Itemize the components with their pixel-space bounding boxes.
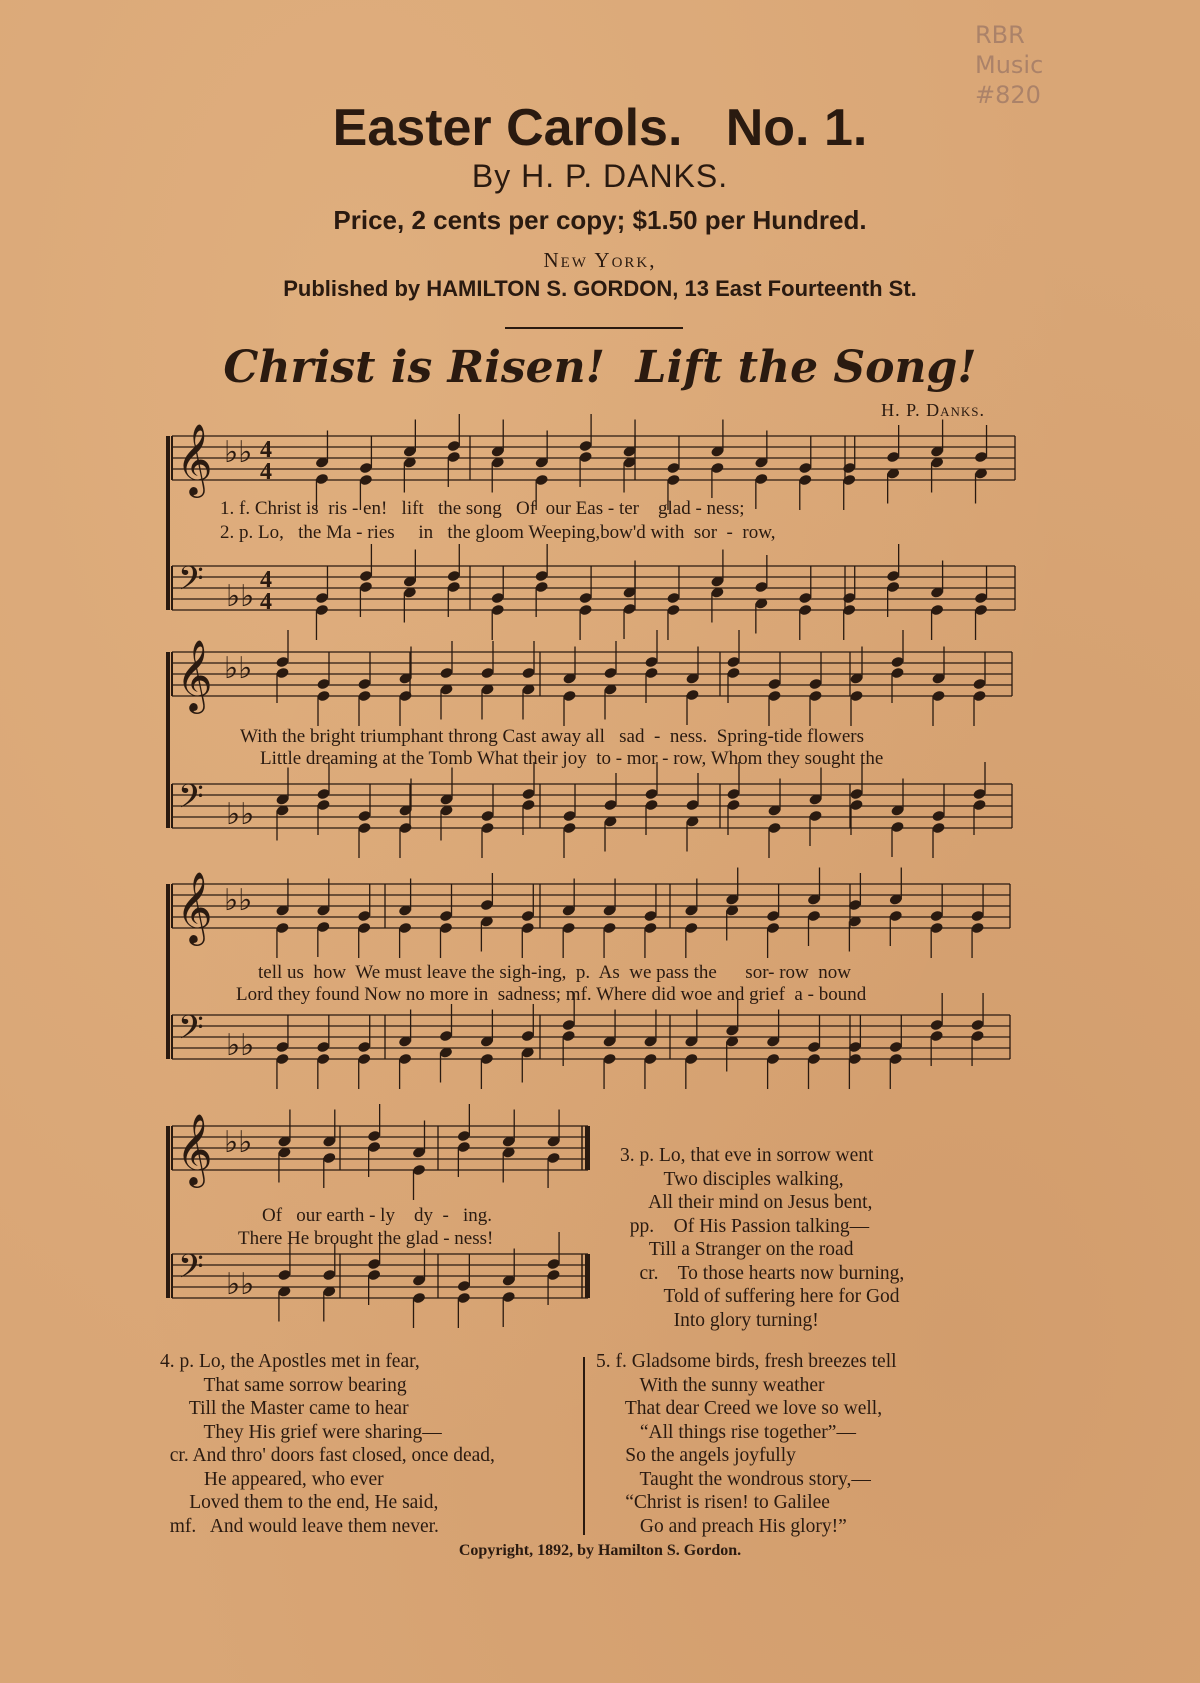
byline: By H. P. DANKS. [471,158,729,194]
stanza-line: “Christ is risen! to Galilee [596,1492,830,1513]
stanza-line: Loved them to the end, He said, [160,1492,439,1513]
key-signature-flat: ♭♭ [226,1267,255,1302]
time-signature: 4 [260,437,272,463]
key-signature-flat: ♭♭ [226,1028,255,1063]
clef-symbol: 𝄞 [176,638,213,711]
stanza-3 [620,1144,904,1332]
stanza-line: pp. Of His Passion talking— [620,1215,870,1237]
city-line: New York, [543,248,657,272]
time-signature: 4 [260,459,272,485]
stanza-line: 3. p. Lo, that eve in sorrow went [620,1145,874,1166]
lyric-line-verse2: There He brought the glad - ness! [238,1228,494,1249]
stanza-line: Told of suffering here for God [620,1286,900,1307]
stanza-line: He appeared, who ever [160,1468,384,1490]
key-signature-flat: ♭♭ [226,797,255,832]
stanza-line: mf. And would leave them never. [160,1515,439,1537]
page-title: Easter Carols. No. 1. [332,99,868,157]
composer-credit: H. P. Danks. [881,400,985,420]
key-signature-flat: ♭♭ [224,1125,253,1160]
stanza-line: Go and preach His glory!” [596,1515,847,1537]
stanza-line: All their mind on Jesus bent, [620,1192,873,1213]
lyric-line-verse2: Little dreaming at the Tomb What their joy to - mor - row, Whom they sought the [260,748,884,769]
lyric-line-verse1: Of our earth - ly dy - ing. [262,1205,493,1226]
time-signature: 4 [260,567,272,593]
clef-symbol: 𝄞 [176,422,213,495]
stanza-line: Till a Stranger on the road [620,1239,854,1260]
stanza-column-divider [583,1357,585,1535]
copyright-line: Copyright, 1892, by Hamilton S. Gordon. [458,1542,742,1559]
stanza-line: That dear Creed we love so well, [596,1398,883,1419]
clef-symbol: 𝄢 [178,1248,204,1294]
stanza-line: With the sunny weather [596,1374,825,1396]
lyric-line-verse2: 2. p. Lo, the Ma - ries in the gloom Weeping,bow'd with sor - row, [220,522,776,543]
key-signature-flat: ♭♭ [224,651,253,686]
key-signature-flat: ♭♭ [226,579,255,614]
stanza-5 [596,1350,897,1538]
stanza-line: 5. f. Gladsome birds, fresh breezes tell [596,1351,897,1372]
stanza-line: 4. p. Lo, the Apostles met in fear, [160,1351,420,1372]
clef-symbol: 𝄞 [176,870,213,943]
stanza-line: Till the Master came to hear [160,1398,409,1419]
lyric-line-verse1: With the bright triumphant throng Cast away all sad - ness. Spring-tide flowers [240,726,865,747]
lyric-line-verse2: Lord they found Now no more in sadness; mf. Where did woe and grief a - bound [236,984,867,1005]
key-signature-flat: ♭♭ [224,883,253,918]
stanza-line: Taught the wondrous story,— [596,1468,871,1490]
stanza-line: Into glory turning! [620,1309,819,1331]
stanza-4 [160,1350,495,1538]
stanza-line: So the angels joyfully [596,1445,796,1466]
stanza-line: Two disciples walking, [620,1168,844,1190]
archive-note-line: RBR [975,21,1025,49]
clef-symbol: 𝄢 [178,560,204,606]
final-barline [585,1126,590,1170]
clef-symbol: 𝄢 [178,1009,204,1055]
song-title: Christ is Risen! Lift the Song! [223,342,977,393]
publisher-line: Published by HAMILTON S. GORDON, 13 East Fourteenth St. [283,276,917,301]
lyric-line-verse1: tell us how We must leave the sigh-ing, p. As we pass the sor- row now [258,962,851,983]
stanza-line: “All things rise together”— [596,1421,856,1443]
archive-note-line: #820 [975,81,1041,109]
key-signature-flat: ♭♭ [224,435,253,470]
stanza-line: cr. And thro' doors fast closed, once dead, [160,1445,495,1466]
archive-note-line: Music [975,51,1044,79]
stanza-line: That same sorrow bearing [160,1374,407,1396]
clef-symbol: 𝄞 [176,1112,213,1185]
time-signature: 4 [260,589,272,615]
stanza-line: They His grief were sharing— [160,1421,442,1443]
price-line: Price, 2 cents per copy; $1.50 per Hundred. [333,205,867,235]
final-barline [585,1254,590,1298]
lyric-line-verse1: 1. f. Christ is ris - en! lift the song Of our Eas - ter glad - ness; [220,498,745,519]
clef-symbol: 𝄢 [178,778,204,824]
stanza-line: cr. To those hearts now burning, [620,1262,905,1284]
